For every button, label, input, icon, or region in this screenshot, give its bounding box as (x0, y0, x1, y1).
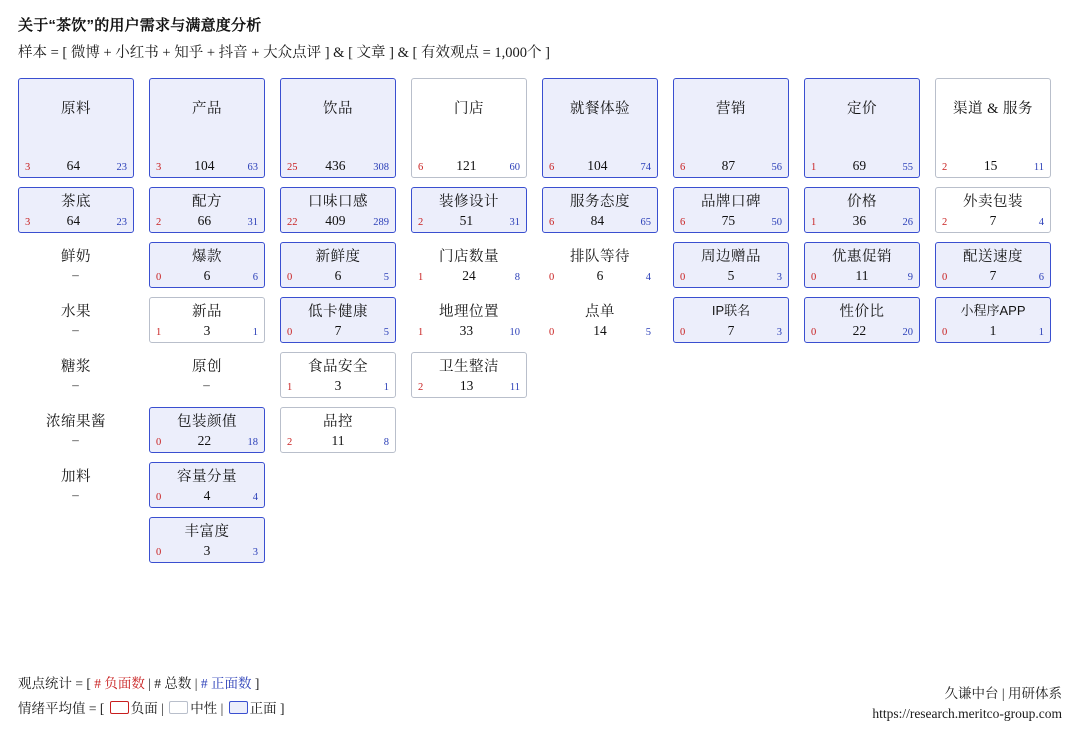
negative-count: 2 (418, 381, 424, 393)
sentiment-counts (941, 214, 1045, 229)
no-data-dash: – (72, 487, 80, 502)
grid-spacer (804, 407, 920, 453)
negative-count: 0 (811, 326, 817, 338)
subcategory-label: 加料 (61, 469, 91, 485)
positive-count: 23 (116, 216, 127, 228)
sentiment-counts (286, 159, 390, 174)
sentiment-counts (679, 214, 783, 229)
positive-count: 18 (247, 436, 258, 448)
positive-count: 8 (514, 271, 520, 283)
sentiment-counts (286, 269, 390, 284)
sentiment-counts (417, 214, 521, 229)
subcategory-card[interactable] (149, 462, 265, 508)
grid-spacer (673, 407, 789, 453)
negative-count: 3 (156, 161, 162, 173)
subcategory-row (18, 407, 1064, 453)
grid-spacer (804, 462, 920, 508)
total-count: 36 (852, 212, 867, 228)
subcategory-label: 配送速度 (963, 249, 1023, 265)
total-count: 14 (593, 322, 607, 338)
total-count: 87 (721, 157, 736, 173)
negative-swatch-icon (110, 701, 129, 714)
positive-count: 60 (509, 161, 520, 173)
subcategory-row (18, 297, 1064, 343)
positive-count: 31 (247, 216, 258, 228)
total-count: 66 (197, 212, 212, 228)
positive-count: 26 (902, 216, 913, 228)
subcategory-card[interactable] (935, 187, 1051, 233)
legend-neutral-label: 中性 (190, 701, 218, 716)
category-card[interactable] (149, 78, 265, 178)
positive-count: 31 (509, 216, 520, 228)
negative-count: 6 (680, 161, 686, 173)
negative-count: 3 (25, 216, 31, 228)
negative-count: 6 (680, 216, 686, 228)
stat-legend-line (18, 672, 285, 692)
sentiment-counts (155, 159, 259, 174)
total-count: 3 (203, 542, 211, 558)
grid-spacer (18, 517, 134, 563)
sentiment-counts (155, 269, 259, 284)
positive-count: 5 (383, 326, 389, 338)
subcategory-card[interactable] (935, 242, 1051, 288)
subcategory-card[interactable] (18, 297, 134, 343)
positive-count: 11 (1033, 161, 1044, 173)
category-label: 定价 (847, 101, 877, 117)
subcategory-row (18, 242, 1064, 288)
sentiment-counts (286, 214, 390, 229)
negative-count: 0 (549, 326, 555, 338)
grid-spacer (542, 407, 658, 453)
subcategory-card[interactable] (149, 407, 265, 453)
negative-count: 25 (287, 161, 298, 173)
total-count: 24 (462, 267, 476, 283)
sentiment-counts (548, 159, 652, 174)
negative-count: 6 (549, 216, 555, 228)
negative-count: 6 (418, 161, 424, 173)
negative-count: 2 (942, 161, 948, 173)
subcategory-label: 新鲜度 (315, 249, 361, 265)
total-count: 4 (203, 487, 211, 503)
sentiment-counts (417, 269, 521, 284)
subcategory-label: 丰富度 (184, 524, 230, 540)
sentiment-legend-line: 情绪平均值 = [ 负面 | 中性 | 正面 ] (18, 701, 285, 716)
total-count: 6 (203, 267, 211, 283)
no-data-dash: – (203, 377, 211, 392)
negative-count: 22 (287, 216, 298, 228)
subcategory-label: 浓缩果酱 (46, 414, 106, 430)
page-title: 关于“茶饮”的用户需求与满意度分析 (18, 17, 262, 34)
category-card[interactable] (804, 78, 920, 178)
subcategory-row (18, 517, 1064, 563)
footer-brand (872, 682, 1062, 722)
grid-spacer (542, 352, 658, 398)
sentiment-counts (810, 159, 914, 174)
positive-count: 3 (776, 271, 782, 283)
subcategory-label: 点单 (585, 304, 615, 320)
legend-positive-label: 正面 (249, 701, 277, 716)
total-count: 6 (334, 267, 342, 283)
negative-count: 0 (156, 436, 162, 448)
grid-spacer (935, 407, 1051, 453)
grid-spacer (673, 352, 789, 398)
positive-count: 308 (373, 161, 389, 173)
subcategory-label: 食品安全 (308, 359, 368, 375)
positive-count: 11 (509, 381, 520, 393)
total-count: 104 (587, 157, 608, 173)
legend-suffix: ] (276, 701, 285, 716)
stat-suffix: ] (251, 676, 260, 691)
category-label: 产品 (192, 101, 222, 117)
total-count: 6 (596, 267, 604, 283)
sentiment-counts (810, 324, 914, 339)
sentiment-counts (548, 214, 652, 229)
subcategory-card[interactable] (673, 242, 789, 288)
negative-count: 1 (156, 326, 162, 338)
sentiment-counts (286, 434, 390, 449)
subcategory-card[interactable] (18, 462, 134, 508)
grid-spacer (935, 517, 1051, 563)
subcategory-card[interactable] (280, 352, 396, 398)
category-header-row (18, 78, 1064, 178)
sentiment-counts (417, 379, 521, 394)
negative-count: 0 (156, 546, 162, 558)
total-count: 22 (197, 432, 212, 448)
total-count: 15 (983, 157, 998, 173)
category-label: 渠道 & 服务 (952, 101, 1034, 117)
grid-spacer (280, 517, 396, 563)
total-count: 436 (325, 157, 346, 173)
total-count: 11 (855, 267, 869, 283)
total-count: 64 (66, 157, 81, 173)
subcategory-card[interactable] (411, 187, 527, 233)
stat-positive-label: # 正面数 (200, 676, 252, 691)
subcategory-label: 卫生整洁 (439, 359, 499, 375)
subcategory-label: 门店数量 (439, 249, 499, 265)
total-count: 5 (727, 267, 735, 283)
positive-count: 50 (771, 216, 782, 228)
subcategory-card[interactable] (149, 517, 265, 563)
category-label: 就餐体验 (570, 101, 630, 117)
positive-count: 6 (252, 271, 258, 283)
subcategory-card[interactable] (280, 407, 396, 453)
category-label: 原料 (61, 101, 91, 117)
subcategory-card[interactable] (804, 187, 920, 233)
subcategory-row (18, 187, 1064, 233)
page-subtitle: 样本 = [ 微博 + 小红书 + 知乎 + 抖音 + 大众点评 ] & [ 文章 ] & [ 有效观点 = 1,000个 ] (18, 45, 550, 61)
total-count: 33 (459, 322, 474, 338)
positive-count: 65 (640, 216, 651, 228)
no-data-dash: – (72, 432, 80, 447)
sentiment-counts (155, 544, 259, 559)
positive-count: 55 (902, 161, 913, 173)
category-card[interactable] (935, 78, 1051, 178)
negative-count: 2 (418, 216, 424, 228)
total-count: 1 (989, 322, 997, 338)
negative-count: 1 (418, 271, 424, 283)
subcategory-card[interactable] (149, 297, 265, 343)
total-count: 104 (194, 157, 215, 173)
grid-spacer (411, 407, 527, 453)
sentiment-counts (810, 214, 914, 229)
positive-count: 9 (907, 271, 913, 283)
subcategory-label: 优惠促销 (832, 249, 892, 265)
negative-count: 0 (156, 271, 162, 283)
total-count: 3 (334, 377, 342, 393)
grid-spacer (804, 352, 920, 398)
no-data-dash: – (72, 377, 80, 392)
grid-spacer (411, 517, 527, 563)
subcategory-label: IP联名 (711, 303, 751, 318)
legend-negative-label: 负面 (130, 701, 158, 716)
subcategory-label: 配方 (192, 194, 222, 210)
subcategory-label: 外卖包装 (963, 194, 1023, 210)
subcategory-card[interactable] (804, 297, 920, 343)
sentiment-counts (155, 214, 259, 229)
subcategory-label: 性价比 (839, 304, 885, 320)
total-count: 7 (989, 267, 997, 283)
subcategory-label: 鲜奶 (61, 249, 91, 265)
subcategory-card[interactable] (411, 242, 527, 288)
positive-count: 5 (645, 326, 651, 338)
subcategory-card[interactable] (935, 297, 1051, 343)
total-count: 409 (325, 212, 346, 228)
sentiment-counts (417, 159, 521, 174)
negative-count: 0 (942, 326, 948, 338)
subcategory-card[interactable] (18, 407, 134, 453)
sentiment-counts (679, 324, 783, 339)
total-count: 3 (203, 322, 211, 338)
total-count: 7 (989, 212, 997, 228)
subcategory-label: 排队等待 (570, 249, 630, 265)
sentiment-counts (155, 324, 259, 339)
subcategory-label: 口味口感 (308, 194, 368, 210)
subcategory-label: 新品 (192, 304, 222, 320)
category-card[interactable] (280, 78, 396, 178)
subcategory-label: 装修设计 (439, 194, 499, 210)
total-count: 75 (721, 212, 736, 228)
subcategory-label: 周边赠品 (701, 249, 761, 265)
subcategory-label: 品牌口碑 (701, 194, 761, 210)
negative-count: 0 (942, 271, 948, 283)
grid-spacer (542, 517, 658, 563)
subcategory-label: 水果 (61, 304, 91, 320)
subcategory-card[interactable] (18, 242, 134, 288)
subcategory-label: 价格 (847, 194, 877, 210)
positive-count: 5 (383, 271, 389, 283)
subcategory-card[interactable] (542, 187, 658, 233)
negative-count: 2 (287, 436, 293, 448)
sentiment-counts (941, 159, 1045, 174)
total-count: 84 (590, 212, 605, 228)
sentiment-counts (417, 324, 521, 339)
footer-legend (18, 672, 285, 722)
total-count: 7 (334, 322, 342, 338)
negative-count: 0 (287, 326, 293, 338)
negative-count: 2 (156, 216, 162, 228)
total-count: 11 (331, 432, 345, 448)
sentiment-counts (810, 269, 914, 284)
negative-count: 1 (287, 381, 293, 393)
subcategory-label: 糖浆 (61, 359, 91, 375)
subcategory-card[interactable] (149, 187, 265, 233)
negative-count: 1 (418, 326, 424, 338)
neutral-swatch-icon (169, 701, 188, 714)
category-label: 营销 (716, 101, 746, 117)
sentiment-counts (155, 489, 259, 504)
positive-count: 20 (902, 326, 913, 338)
positive-swatch-icon (229, 701, 248, 714)
sentiment-counts (679, 159, 783, 174)
stat-total-label: | # 总数 | (144, 676, 201, 691)
subcategory-card[interactable] (542, 242, 658, 288)
subcategory-card[interactable] (18, 187, 134, 233)
subcategory-card[interactable] (542, 297, 658, 343)
positive-count: 3 (776, 326, 782, 338)
positive-count: 56 (771, 161, 782, 173)
category-grid (18, 78, 1064, 563)
subcategory-label: 容量分量 (177, 469, 237, 485)
positive-count: 1 (383, 381, 389, 393)
subcategory-card[interactable] (673, 297, 789, 343)
negative-count: 0 (549, 271, 555, 283)
category-card[interactable] (411, 78, 527, 178)
positive-count: 23 (116, 161, 127, 173)
subcategory-card[interactable] (280, 297, 396, 343)
footer (18, 672, 1062, 722)
sentiment-counts (548, 324, 652, 339)
total-count: 69 (852, 157, 867, 173)
grid-spacer (804, 517, 920, 563)
negative-count: 0 (287, 271, 293, 283)
negative-count: 2 (942, 216, 948, 228)
positive-count: 6 (1038, 271, 1044, 283)
subcategory-card[interactable] (411, 297, 527, 343)
subcategory-card[interactable] (149, 242, 265, 288)
no-data-dash: – (72, 267, 80, 282)
positive-count: 74 (640, 161, 651, 173)
positive-count: 4 (645, 271, 651, 283)
negative-count: 1 (811, 216, 817, 228)
subcategory-label: 低卡健康 (308, 304, 368, 320)
total-count: 64 (66, 212, 81, 228)
grid-spacer (935, 352, 1051, 398)
negative-count: 0 (811, 271, 817, 283)
total-count: 13 (459, 377, 474, 393)
subcategory-card[interactable] (18, 352, 134, 398)
subcategory-row (18, 352, 1064, 398)
subcategory-label: 包装颜值 (177, 414, 237, 430)
sentiment-counts (548, 269, 652, 284)
negative-count: 3 (25, 161, 31, 173)
subcategory-card[interactable] (804, 242, 920, 288)
negative-count: 6 (549, 161, 555, 173)
grid-spacer (673, 462, 789, 508)
subcategory-label: 爆款 (192, 249, 222, 265)
subcategory-label: 小程序APP (960, 303, 1026, 318)
stat-prefix: 观点统计 = [ (18, 676, 95, 691)
positive-count: 289 (373, 216, 389, 228)
subcategory-label: 地理位置 (439, 304, 499, 320)
positive-count: 8 (383, 436, 389, 448)
subcategory-row (18, 462, 1064, 508)
positive-count: 4 (1038, 216, 1044, 228)
subcategory-label: 原创 (192, 359, 222, 375)
grid-spacer (280, 462, 396, 508)
positive-count: 1 (1038, 326, 1044, 338)
negative-count: 1 (811, 161, 817, 173)
total-count: 51 (459, 212, 474, 228)
negative-count: 0 (680, 326, 686, 338)
subcategory-card[interactable] (280, 242, 396, 288)
category-label: 饮品 (323, 101, 353, 117)
legend-prefix: 情绪平均值 = [ (18, 701, 108, 716)
positive-count: 3 (252, 546, 258, 558)
positive-count: 4 (252, 491, 258, 503)
sentiment-counts (286, 324, 390, 339)
category-card[interactable] (673, 78, 789, 178)
brand-url[interactable]: https://research.meritco-group.com (872, 706, 1062, 721)
positive-count: 10 (509, 326, 520, 338)
positive-count: 63 (247, 161, 258, 173)
sentiment-counts (286, 379, 390, 394)
brand-name: 久谦中台 | 用研体系 (944, 686, 1062, 701)
subcategory-card[interactable] (280, 187, 396, 233)
sentiment-counts (941, 324, 1045, 339)
subcategory-label: 服务态度 (570, 194, 630, 210)
sentiment-counts (24, 214, 128, 229)
negative-count: 0 (680, 271, 686, 283)
grid-spacer (411, 462, 527, 508)
subcategory-label: 品控 (323, 414, 353, 430)
grid-spacer (542, 462, 658, 508)
negative-count: 0 (156, 491, 162, 503)
sentiment-counts (679, 269, 783, 284)
category-card[interactable] (18, 78, 134, 178)
sentiment-counts (941, 269, 1045, 284)
positive-count: 1 (252, 326, 258, 338)
category-label: 门店 (454, 101, 484, 117)
stat-negative-label: # 负面数 (94, 676, 145, 691)
sentiment-counts (155, 434, 259, 449)
subcategory-card[interactable] (673, 187, 789, 233)
category-card[interactable] (542, 78, 658, 178)
sentiment-counts (24, 159, 128, 174)
total-count: 22 (852, 322, 867, 338)
subcategory-card[interactable] (149, 352, 265, 398)
total-count: 121 (456, 157, 477, 173)
grid-spacer (935, 462, 1051, 508)
no-data-dash: – (72, 322, 80, 337)
grid-spacer (673, 517, 789, 563)
subcategory-label: 茶底 (61, 194, 91, 210)
total-count: 7 (727, 322, 735, 338)
subcategory-card[interactable] (411, 352, 527, 398)
